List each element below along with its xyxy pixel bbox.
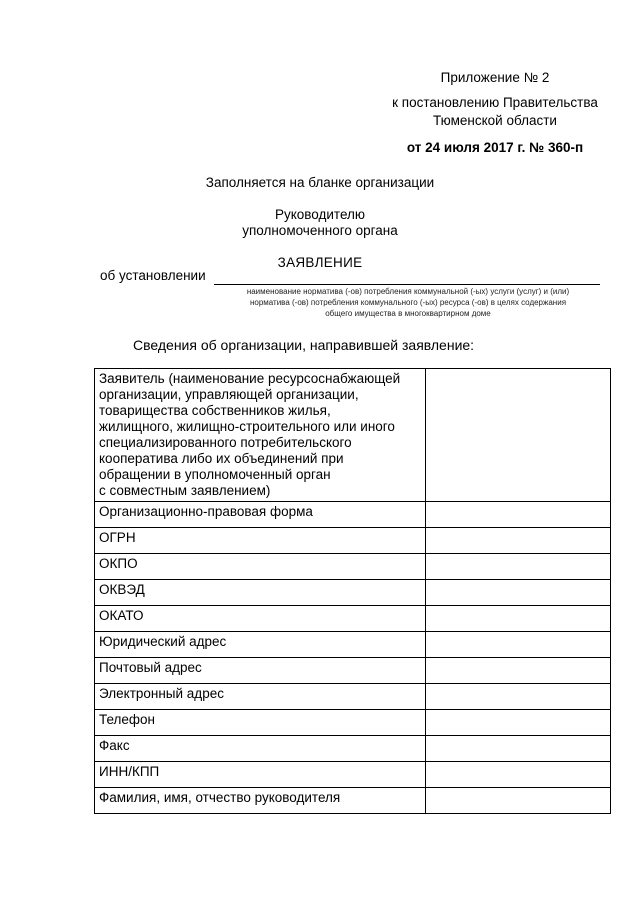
postal-address-label: Почтовый адрес bbox=[95, 658, 426, 684]
document-title: ЗАЯВЛЕНИЕ bbox=[277, 255, 363, 270]
postal-address-value-cell[interactable] bbox=[426, 658, 611, 684]
letterhead-note: Заполняется на бланке организации bbox=[205, 175, 435, 190]
director-name-label: Фамилия, имя, отчество руководителя bbox=[95, 788, 426, 814]
ogrn-label: ОГРН bbox=[95, 528, 426, 554]
table-row bbox=[95, 369, 611, 502]
table-row bbox=[95, 502, 611, 528]
table-row bbox=[95, 528, 611, 554]
inn-kpp-label: ИНН/КПП bbox=[95, 762, 426, 788]
appendix-line-3: Тюменской области bbox=[433, 113, 557, 128]
section-intro: Сведения об организации, направившей заявление: bbox=[133, 337, 475, 353]
phone-label: Телефон bbox=[95, 710, 426, 736]
okato-label: ОКАТО bbox=[95, 606, 426, 632]
table-row bbox=[95, 736, 611, 762]
applicant-label: Заявитель (наименование ресурсоснабжающей организации, управляющей организации, товарищества собственников жилья, жилищного, жилищно-строительного или иного специализированного потребительского кооператива либо их объединений при обращении в уполномоченный орган с совместным заявлением) bbox=[95, 369, 426, 502]
table-row bbox=[95, 606, 611, 632]
okpo-value-cell[interactable] bbox=[426, 554, 611, 580]
fax-label: Факс bbox=[95, 736, 426, 762]
table-row bbox=[95, 684, 611, 710]
fax-value-cell[interactable] bbox=[426, 736, 611, 762]
table-row bbox=[95, 632, 611, 658]
organization-info-table bbox=[94, 368, 611, 814]
org-legal-form-label: Организационно-правовая форма bbox=[95, 502, 426, 528]
fill-in-caption-3: общего имущества в многоквартирном доме bbox=[325, 309, 491, 318]
addressee-line-1: Руководителю bbox=[274, 207, 366, 222]
applicant-value-cell[interactable] bbox=[426, 369, 611, 502]
legal-address-value-cell[interactable] bbox=[426, 632, 611, 658]
table-row bbox=[95, 658, 611, 684]
phone-value-cell[interactable] bbox=[426, 710, 611, 736]
table-row bbox=[95, 788, 611, 814]
okpo-label: ОКПО bbox=[95, 554, 426, 580]
fill-in-caption-2: норматива (-ов) потребления коммунального (-ых) ресурса (-ов) в целях содержания bbox=[249, 298, 567, 307]
appendix-line-2: к постановлению Правительства bbox=[392, 95, 598, 110]
appendix-decree-date: от 24 июля 2017 г. № 360-п bbox=[406, 140, 584, 155]
about-label: об установлении bbox=[100, 268, 206, 283]
ogrn-value-cell[interactable] bbox=[426, 528, 611, 554]
fill-in-line[interactable] bbox=[214, 284, 600, 285]
email-address-value-cell[interactable] bbox=[426, 684, 611, 710]
table-row bbox=[95, 580, 611, 606]
appendix-line-1: Приложение № 2 bbox=[440, 70, 550, 85]
org-legal-form-value-cell[interactable] bbox=[426, 502, 611, 528]
table-row bbox=[95, 710, 611, 736]
inn-kpp-value-cell[interactable] bbox=[426, 762, 611, 788]
table-row bbox=[95, 554, 611, 580]
director-name-value-cell[interactable] bbox=[426, 788, 611, 814]
email-address-label: Электронный адрес bbox=[95, 684, 426, 710]
okved-label: ОКВЭД bbox=[95, 580, 426, 606]
legal-address-label: Юридический адрес bbox=[95, 632, 426, 658]
addressee-line-2: уполномоченного органа bbox=[242, 223, 398, 238]
okato-value-cell[interactable] bbox=[426, 606, 611, 632]
table-row bbox=[95, 762, 611, 788]
fill-in-caption-1: наименование норматива (-ов) потребления коммунальной (-ых) услуги (услуг) и (или) bbox=[246, 287, 570, 296]
okved-value-cell[interactable] bbox=[426, 580, 611, 606]
